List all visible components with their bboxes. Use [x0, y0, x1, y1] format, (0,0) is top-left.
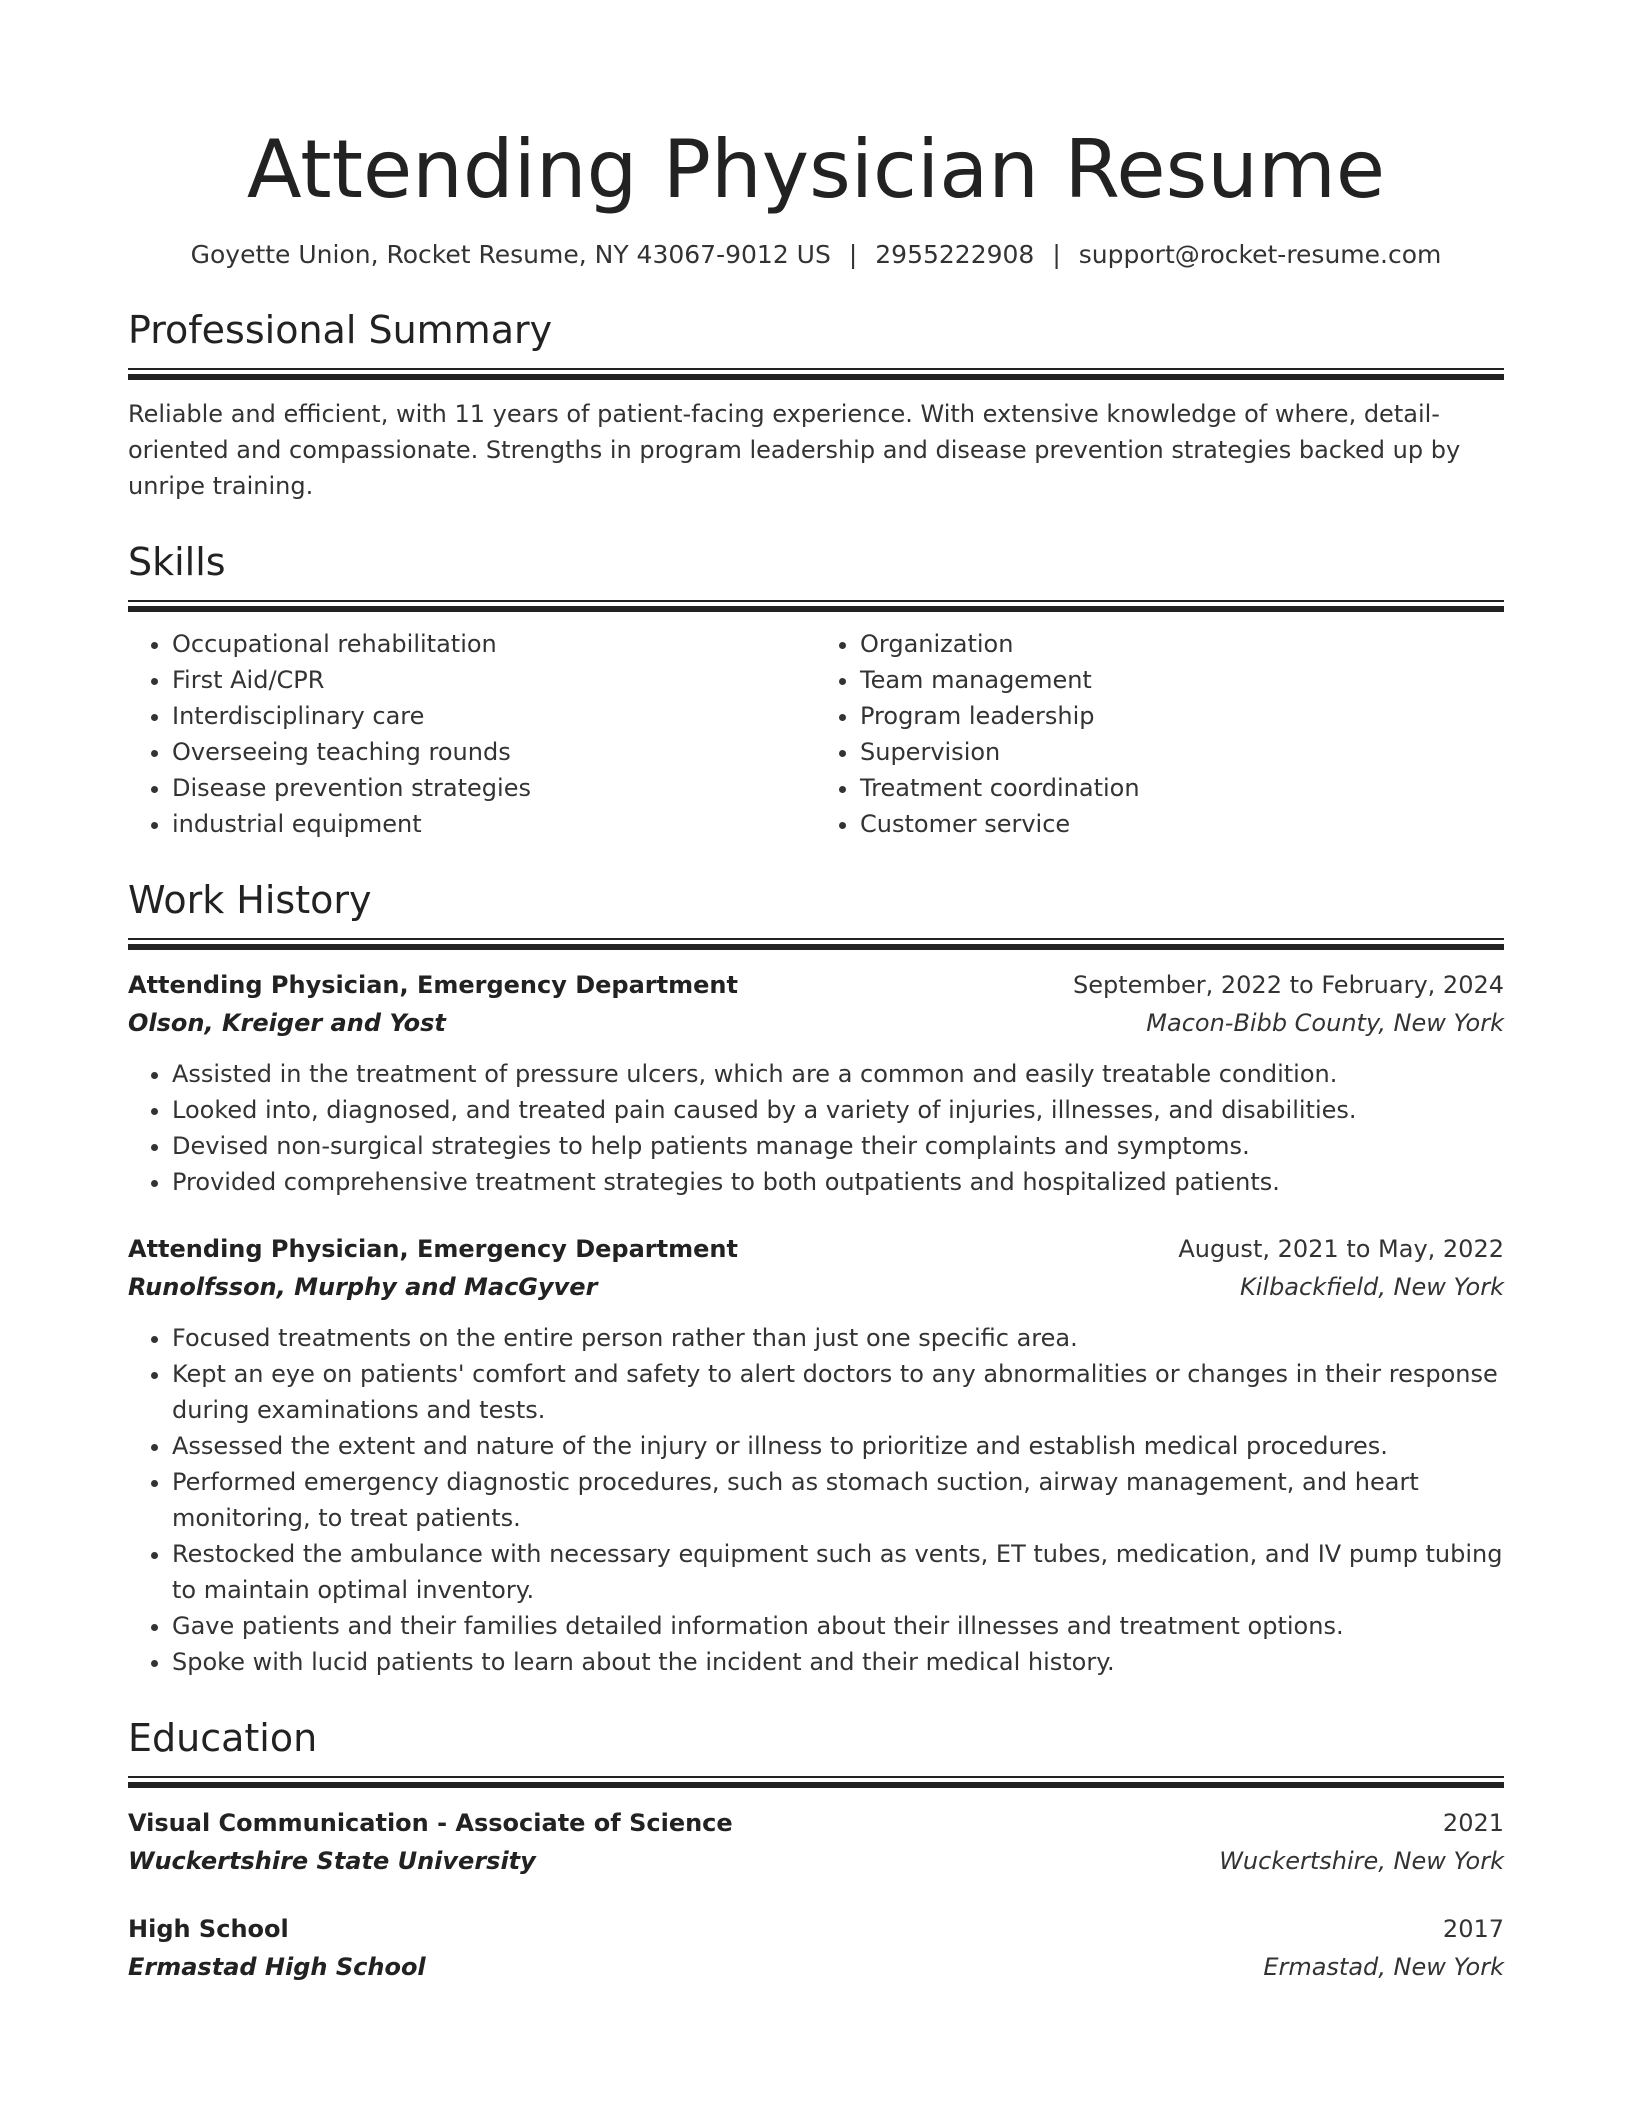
skill-item: • industrial equipment [172, 806, 816, 842]
summary-section [128, 306, 1504, 504]
skill-item: • Treatment coordination [860, 770, 1504, 806]
education-degree: Visual Communication - Associate of Science [128, 1809, 733, 1837]
job-bullet: • Performed emergency diagnostic procedures, such as stomach suction, airway management, and heart monitoring, to treat patients. [172, 1464, 1504, 1536]
skills-column-left [128, 626, 816, 842]
job-bullet: • Assisted in the treatment of pressure ulcers, which are a common and easily treatable condition. [172, 1056, 1504, 1092]
skills-list [128, 626, 1504, 842]
skill-item: • Team management [860, 662, 1504, 698]
work-history-heading: Work History [128, 878, 372, 922]
job-bullets [128, 1056, 1504, 1200]
job-bullet: • Gave patients and their families detailed information about their illnesses and treatment options. [172, 1608, 1504, 1644]
summary-text: Reliable and efficient, with 11 years of patient-facing experience. With extensive knowledge of where, detail-oriented and compassionate. Strengths in program leadership and disease prevention strategies backed up by unripe training. [128, 400, 1461, 500]
contact-separator: | [1052, 240, 1061, 269]
education-header-row [128, 1804, 1504, 1842]
education-entry [128, 1804, 1504, 1880]
job-bullet: • Kept an eye on patients' comfort and safety to alert doctors to any abnormalities or changes in their response during examinations and tests. [172, 1356, 1504, 1428]
contact-email: support@rocket-resume.com [1078, 240, 1442, 269]
skill-item: • Disease prevention strategies [172, 770, 816, 806]
job-location: Macon-Bibb County, New York [1146, 1009, 1504, 1037]
skill-item: • First Aid/CPR [172, 662, 816, 698]
job-bullets [128, 1320, 1504, 1680]
job-bullet: • Looked into, diagnosed, and treated pain caused by a variety of injuries, illnesses, and disabilities. [172, 1092, 1504, 1128]
education-year: 2017 [1442, 1915, 1504, 1943]
job-dates: September, 2022 to February, 2024 [1072, 971, 1504, 999]
education-school: Ermastad High School [128, 1953, 426, 1981]
skill-item: • Customer service [860, 806, 1504, 842]
skill-item: • Program leadership [860, 698, 1504, 734]
education-year: 2021 [1442, 1809, 1504, 1837]
job-entry [128, 1230, 1504, 1680]
job-company-row [128, 1268, 1504, 1306]
skill-item: • Occupational rehabilitation [172, 626, 816, 662]
job-company: Olson, Kreiger and Yost [128, 1009, 446, 1037]
resume-title: Attending Physician Resume [246, 123, 1386, 216]
education-school-row [128, 1948, 1504, 1986]
contact-address: Goyette Union, Rocket Resume, NY 43067-9012 US [190, 240, 831, 269]
education-school: Wuckertshire State University [128, 1847, 536, 1875]
education-header-row [128, 1910, 1504, 1948]
job-entry [128, 966, 1504, 1200]
skills-heading: Skills [128, 540, 226, 584]
education-location: Ermastad, New York [1263, 1953, 1504, 1981]
skill-item: • Organization [860, 626, 1504, 662]
skill-item: • Interdisciplinary care [172, 698, 816, 734]
skills-column-right [816, 626, 1504, 842]
job-company-row [128, 1004, 1504, 1042]
section-divider [128, 938, 1504, 950]
job-title: Attending Physician, Emergency Department [128, 971, 738, 999]
job-bullet: • Assessed the extent and nature of the injury or illness to prioritize and establish medical procedures. [172, 1428, 1504, 1464]
job-company: Runolfsson, Murphy and MacGyver [128, 1273, 598, 1301]
skills-section [128, 538, 1504, 842]
section-divider [128, 368, 1504, 380]
summary-heading: Professional Summary [128, 308, 553, 352]
job-bullet: • Provided comprehensive treatment strategies to both outpatients and hospitalized patients. [172, 1164, 1504, 1200]
job-bullet: • Devised non-surgical strategies to help patients manage their complaints and symptoms. [172, 1128, 1504, 1164]
job-dates: August, 2021 to May, 2022 [1178, 1235, 1504, 1263]
work-history-section [128, 876, 1504, 1680]
job-bullet: • Spoke with lucid patients to learn about the incident and their medical history. [172, 1644, 1504, 1680]
job-header-row [128, 966, 1504, 1004]
education-entry [128, 1910, 1504, 1986]
section-divider [128, 1776, 1504, 1788]
contact-line [128, 238, 1504, 272]
contact-phone: 2955222908 [875, 240, 1035, 269]
education-location: Wuckertshire, New York [1219, 1847, 1504, 1875]
education-section [128, 1714, 1504, 1986]
section-divider [128, 600, 1504, 612]
contact-separator: | [848, 240, 858, 269]
job-bullet: • Focused treatments on the entire person rather than just one specific area. [172, 1320, 1504, 1356]
job-title: Attending Physician, Emergency Department [128, 1235, 738, 1263]
job-bullet: • Restocked the ambulance with necessary equipment such as vents, ET tubes, medication, and IV pump tubing to maintain optimal inventory. [172, 1536, 1504, 1608]
skill-item: • Overseeing teaching rounds [172, 734, 816, 770]
education-school-row [128, 1842, 1504, 1880]
skill-item: • Supervision [860, 734, 1504, 770]
job-location: Kilbackfield, New York [1240, 1273, 1504, 1301]
education-degree: High School [128, 1915, 289, 1943]
job-header-row [128, 1230, 1504, 1268]
education-heading: Education [128, 1716, 318, 1760]
